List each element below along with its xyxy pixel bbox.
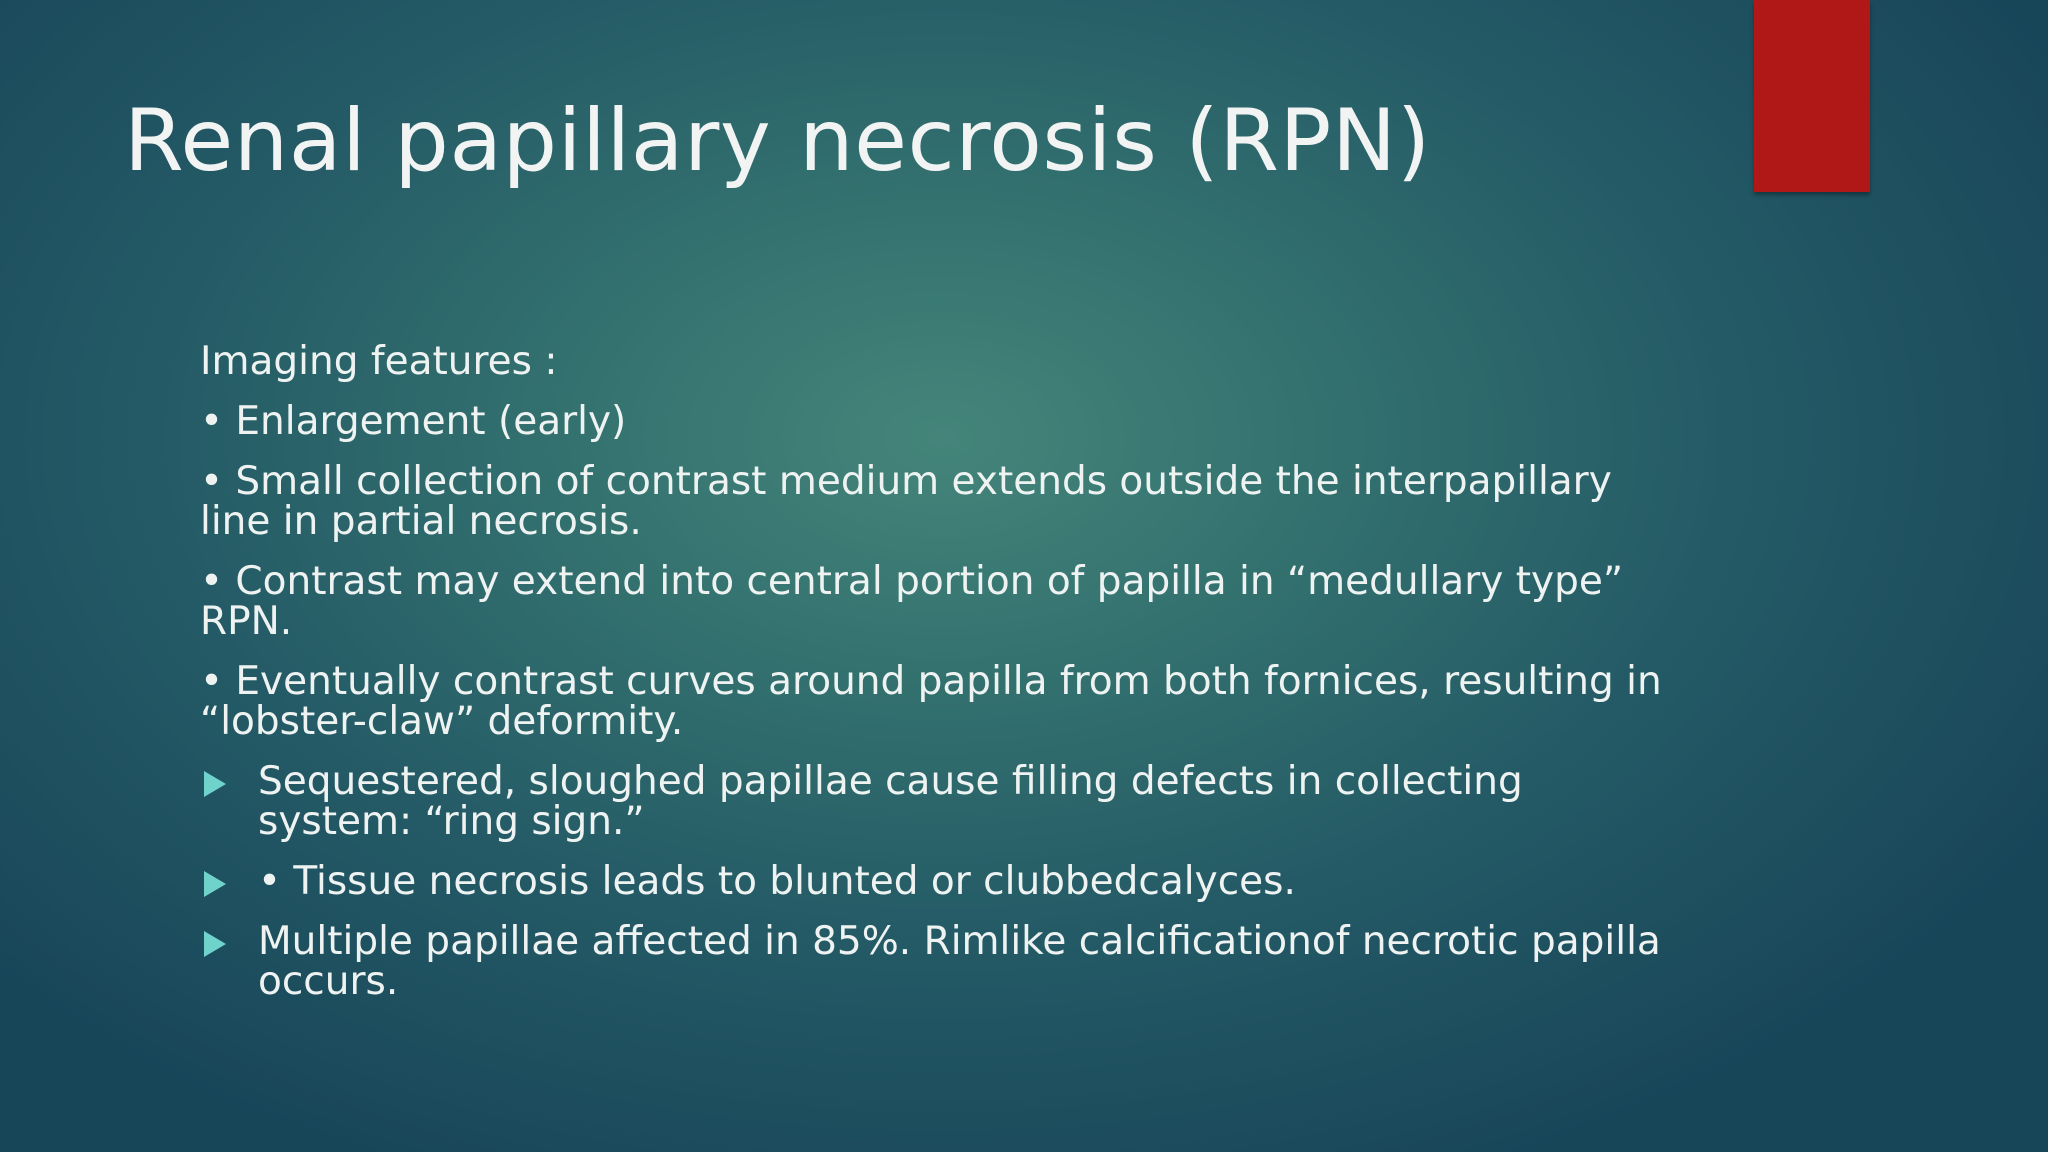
list-item: • Eventually contrast curves around papilla from both fornices, resulting in “lobster-claw” deformity. [200,659,1662,744]
triangle-right-icon [204,931,226,957]
list-item: • Enlargement (early) [200,399,627,444]
arrow-list-item-text: Multiple papillae affected in 85%. Rimlike calcificationof necrotic papilla occurs. [258,919,1661,1004]
arrow-list-item [200,759,1680,844]
arrow-list-item [200,859,1680,904]
arrow-list-item-text: • Tissue necrosis leads to blunted or clubbedcalyces. [258,859,1296,904]
triangle-right-icon [204,771,226,797]
accent-bar [1754,0,1870,192]
arrow-list-item-text: Sequestered, sloughed papillae cause filling defects in collecting system: “ring sign.” [258,759,1523,844]
list-item: • Contrast may extend into central portion of papilla in “medullary type” RPN. [200,559,1624,644]
section-heading: Imaging features : [200,339,558,384]
triangle-right-icon [204,871,226,897]
arrow-list-item [200,919,1680,1004]
list-item: • Small collection of contrast medium extends outside the interpapillary line in partial necrosis. [200,459,1612,544]
slide-title: Renal papillary necrosis (RPN) [124,91,1431,191]
slide-body [200,339,1680,1022]
